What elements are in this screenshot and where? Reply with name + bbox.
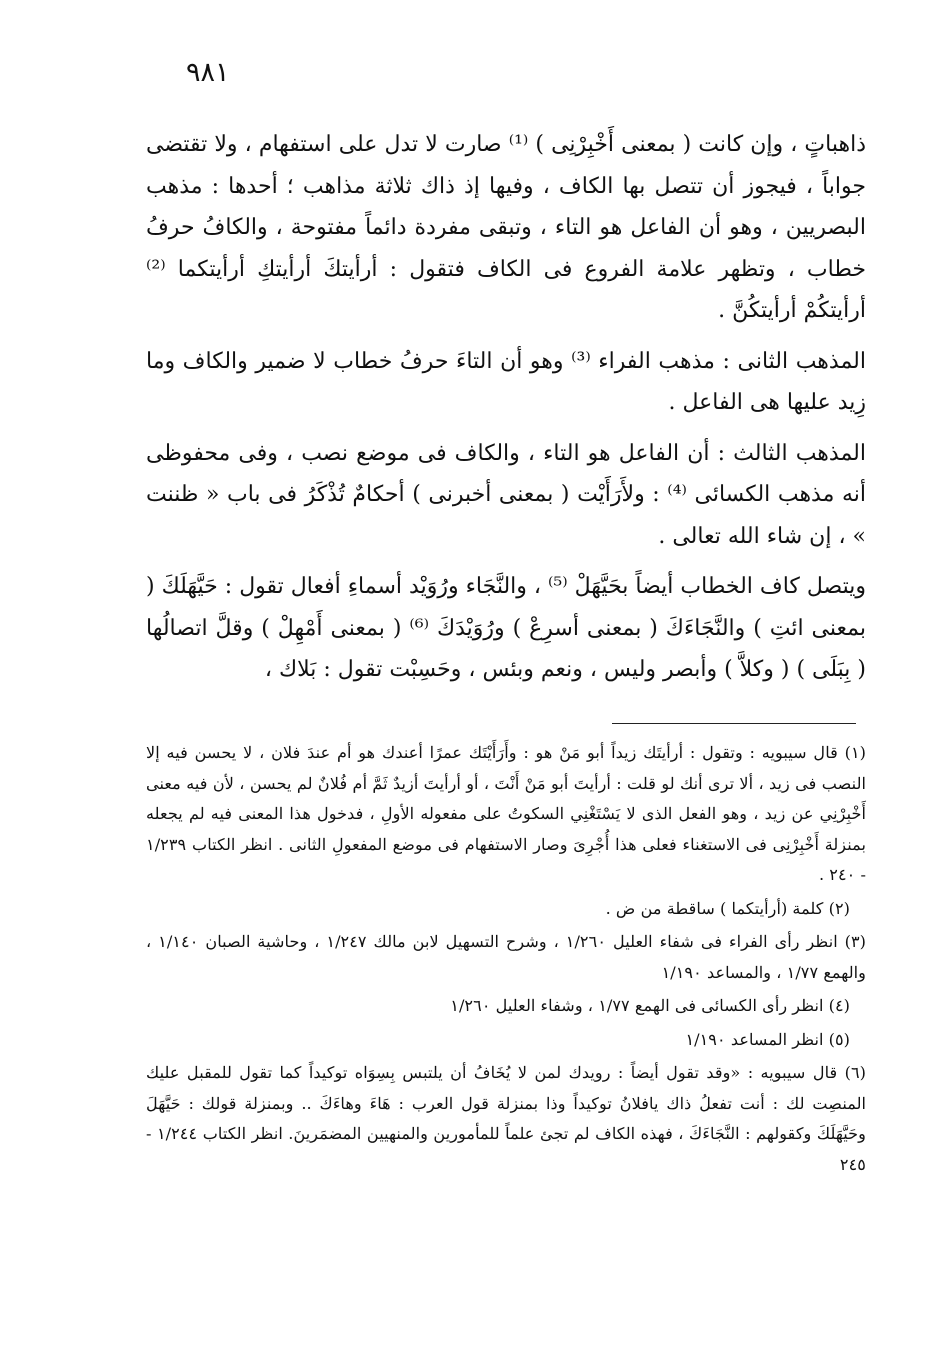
paragraph-3: المذهب الثالث : أن الفاعل هو التاء ، والكاف فى موضع نصب ، وفى محفوظى أنه مذهب الكسائى ⁽⁴⁾ : ولأَرَأَيْت ( بمعنى أخبرنى ) أحكامٌ تُذْكَرُ فى باب « ظننت » ، إن شاء الله تعالى . bbox=[146, 440, 867, 549]
footnote-4: (٤) انظر رأى الكسائى فى الهمع ١/٧٧ ، وشفاء العليل ١/٢٦٠ bbox=[450, 996, 850, 1015]
paragraph-2: المذهب الثانى : مذهب الفراء ⁽³⁾ وهو أن التاءَ حرفُ خطاب لا ضمير والكاف وما زِيد عليها هى الفاعل . bbox=[146, 348, 866, 415]
footnote-separator bbox=[612, 723, 856, 724]
page-number: ٩٨١ bbox=[186, 57, 230, 88]
footnote-1: (١) قال سيبويه : وتقول : أرأيتَك زيداً أبو مَنْ هو : وأَرَأَيْتَك عمرًا أعندك هو أم عندَ فلان ، لا يحسن فيه إلا النصب فى زيد ، ألا ترى أنك لو قلت : أرأيتَ أبو مَنْ أَنْتَ ، أو أرأيتَ أزيدٌ ثَمَّ أم فُلانٌ لم يحسن ، لأن فيه معنى أَخْبِرْنِي عن زيد ، وهو الفعل الذى لا يَسْتَغْنِي السكوتُ على مفعوله الأولِ ، فدخول هذا المعنى فيه لم يجعله بمنزلة أَخْبِرْنِى فى الاستغناء فعلى هذا أُجْرِىَ وصار الاستفهام فى موضع المفعولِ الثانى . انظر الكتاب ١/٢٣٩ - ٢٤٠ . bbox=[146, 743, 866, 884]
paragraph-1: ذاهباتٍ ، وإن كانت ( بمعنى أَخْبِرْنِى ) ⁽¹⁾ صارت لا تدل على استفهام ، ولا تقتضى جواباً ، فيجوز أن تتصل بها الكاف ، وفيها إذ ذاك ثلاثة مذاهب ؛ أحدها : مذهب البصريين ، وهو أن الفاعل هو التاء ، وتبقى مفردة دائماً مفتوحة ، والكافُ حرفُ خطاب ، وتظهر علامة الفروع فى الكاف فتقول : أرأيتكَ أرأيتكِ أرأيتكما ⁽²⁾ أرأيتكُمْ أرأيتكُنَّ . bbox=[146, 132, 866, 323]
footnote-5: (٥) انظر المساعد ١/١٩٠ bbox=[685, 1029, 850, 1049]
main-text bbox=[146, 124, 866, 691]
footnote-6: (٦) قال سيبويه : «وقد تقول أيضاً : رويدك لمن لا يُخَافُ أن يلتبس بِسِوَاه توكيداً كما تقول للمقبل عليك المنصِت لك : أنت تفعلُ ذاك يافلانُ توكيداً وذا بمنزلة قول العرب : هَاءَ وهاءَكَ .. وبمنزلة قولك : حَيَّهَلَ وحَيَّهَلَكَ وكقولهم : النَّجَاءَكَ ، فهذه الكاف لم تجئ علماً للمأمورين والمنهيين المضمَرينَ. انظر الكتاب ١/٢٤٤ - ٢٤٥ bbox=[146, 1063, 867, 1174]
footnotes bbox=[146, 738, 866, 1180]
paragraph-4: ويتصل كاف الخطاب أيضاً بحَيَّهَلْ ⁽⁵⁾ ، والنَّجَاء ورُوَيْد أسماءِ أفعال تقول : حَيَّهَلَكَ ( بمعنى ائتِ ) والنَّجَاءَكَ ( بمعنى أسرِعْ ) ورُوَيْدَكَ ⁽⁶⁾ ( بمعنى أَمْهِلْ ) وقلَّ اتصالُها ( بِبَلَى ) ( وكلاَّ ) وأبصر وليس ، ونعم وبئس ، وحَسِبْت تقول : بَلاك ، bbox=[146, 574, 866, 682]
footnote-2: (٢) كلمة (أرأيتكما ) ساقطة من ض . bbox=[605, 898, 850, 918]
footnote-3: (٣) انظر رأى الفراء فى شفاء العليل ١/٢٦٠ ، وشرح التسهيل لابن مالك ١/٢٤٧ ، وحاشية الصبان ١/١٤٠ ، والهمع ١/٧٧ ، والمساعد ١/١٩٠ bbox=[146, 932, 866, 982]
